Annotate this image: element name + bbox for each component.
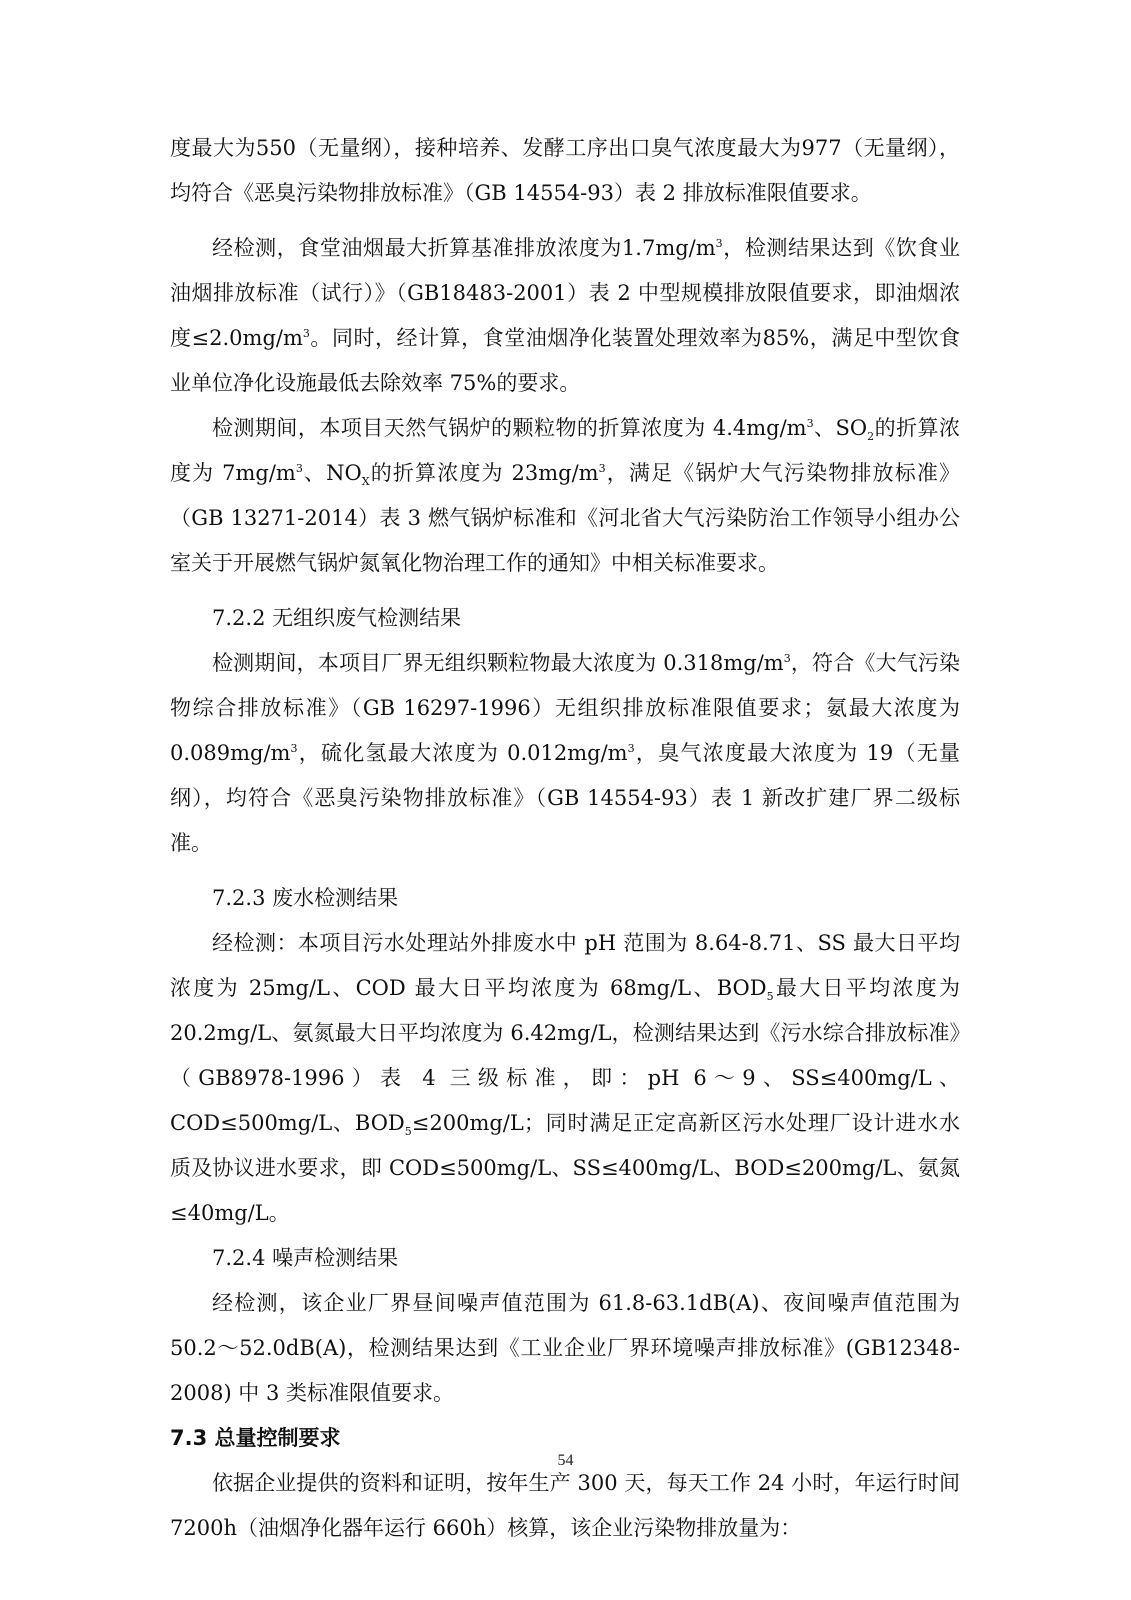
paragraph-wastewater: 经检测：本项目污水处理站外排废水中 pH 范围为 8.64-8.71、SS 最大日平均浓度为 25mg/L、COD 最大日平均浓度为 68mg/L、$BOD_5$最大日平均浓度为 20.2mg/L、氨氮最大日平均浓度为 6.42mg/L，检测结果达到《污水综合排放标准》（GB8978-1996）表 4 三级标准，即：pH 6～9、SS≤400mg/L、COD≤500mg/L、$BOD_5\le 200mg/L$；同时满足正定高新区污水处理厂设计进水水质及协议进水要求，即 COD≤500mg/L、SS≤400mg/L、BOD≤200mg/L、氨氮≤40mg/L。 — [170, 931, 961, 1225]
paragraph-odor-emission: 度最大为550（无量纲），接种培养、发酵工序出口臭气浓度最大为977（无量纲），均符合《恶臭污染物排放标准》（GB 14554-93）表 2 排放标准限值要求。 — [170, 136, 960, 205]
paragraph-boiler-emission: 检测期间，本项目天然气锅炉的颗粒物的折算浓度为 $4.4mg/m^3$、$SO_2$的折算浓度为 $7mg/m^3$、$NO_X$的折算浓度为 $23mg/m^3$，满足《锅炉大气污染物排放标准》（GB 13271-2014）表 3 燃气锅炉标准和《河北省大气污染防治工作领导小组办公室关于开展燃气锅炉氮氧化物治理工作的通知》中相关标准要求。 — [170, 416, 961, 575]
document-body — [170, 126, 960, 1551]
heading-7-2-3: 7.2.3 废水检测结果 — [212, 886, 399, 910]
paragraph-canteen-fume: 经检测，食堂油烟最大折算基准排放浓度为$1.7mg/m^3$，检测结果达到《饮食业油烟排放标准（试行）》（GB18483-2001）表 2 中型规模排放限值要求，即油烟浓度$\le 2.0mg/m^3$。同时，经计算，食堂油烟净化装置处理效率为85%，满足中型饮食业单位净化设施最低去除效率 75%的要求。 — [170, 236, 960, 395]
paragraph-total-control: 依据企业提供的资料和证明，按年生产 300 天，每天工作 24 小时，年运行时间 7200h（油烟净化器年运行 660h）核算，该企业污染物排放量为： — [170, 1471, 960, 1540]
paragraph-noise: 经检测，该企业厂界昼间噪声值范围为 61.8-63.1dB(A)、夜间噪声值范围为 50.2～52.0dB(A)，检测结果达到《工业企业厂界环境噪声排放标准》(GB12348-2008) 中 3 类标准限值要求。 — [170, 1291, 960, 1405]
heading-7-3: 7.3 总量控制要求 — [170, 1426, 341, 1450]
page-number: 54 — [557, 1452, 574, 1469]
heading-7-2-4: 7.2.4 噪声检测结果 — [212, 1246, 399, 1270]
paragraph-fugitive-gas: 检测期间，本项目厂界无组织颗粒物最大浓度为 $0.318mg/m^3$，符合《大气污染物综合排放标准》（GB 16297-1996）无组织排放标准限值要求；氨最大浓度为 $0.089mg/m^3$，硫化氢最大浓度为 $0.012mg/m^3$，臭气浓度最大浓度为 19（无量纲），均符合《恶臭污染物排放标准》（GB 14554-93）表 1 新改扩建厂界二级标准。 — [170, 651, 960, 855]
heading-7-2-2: 7.2.2 无组织废气检测结果 — [212, 606, 462, 630]
